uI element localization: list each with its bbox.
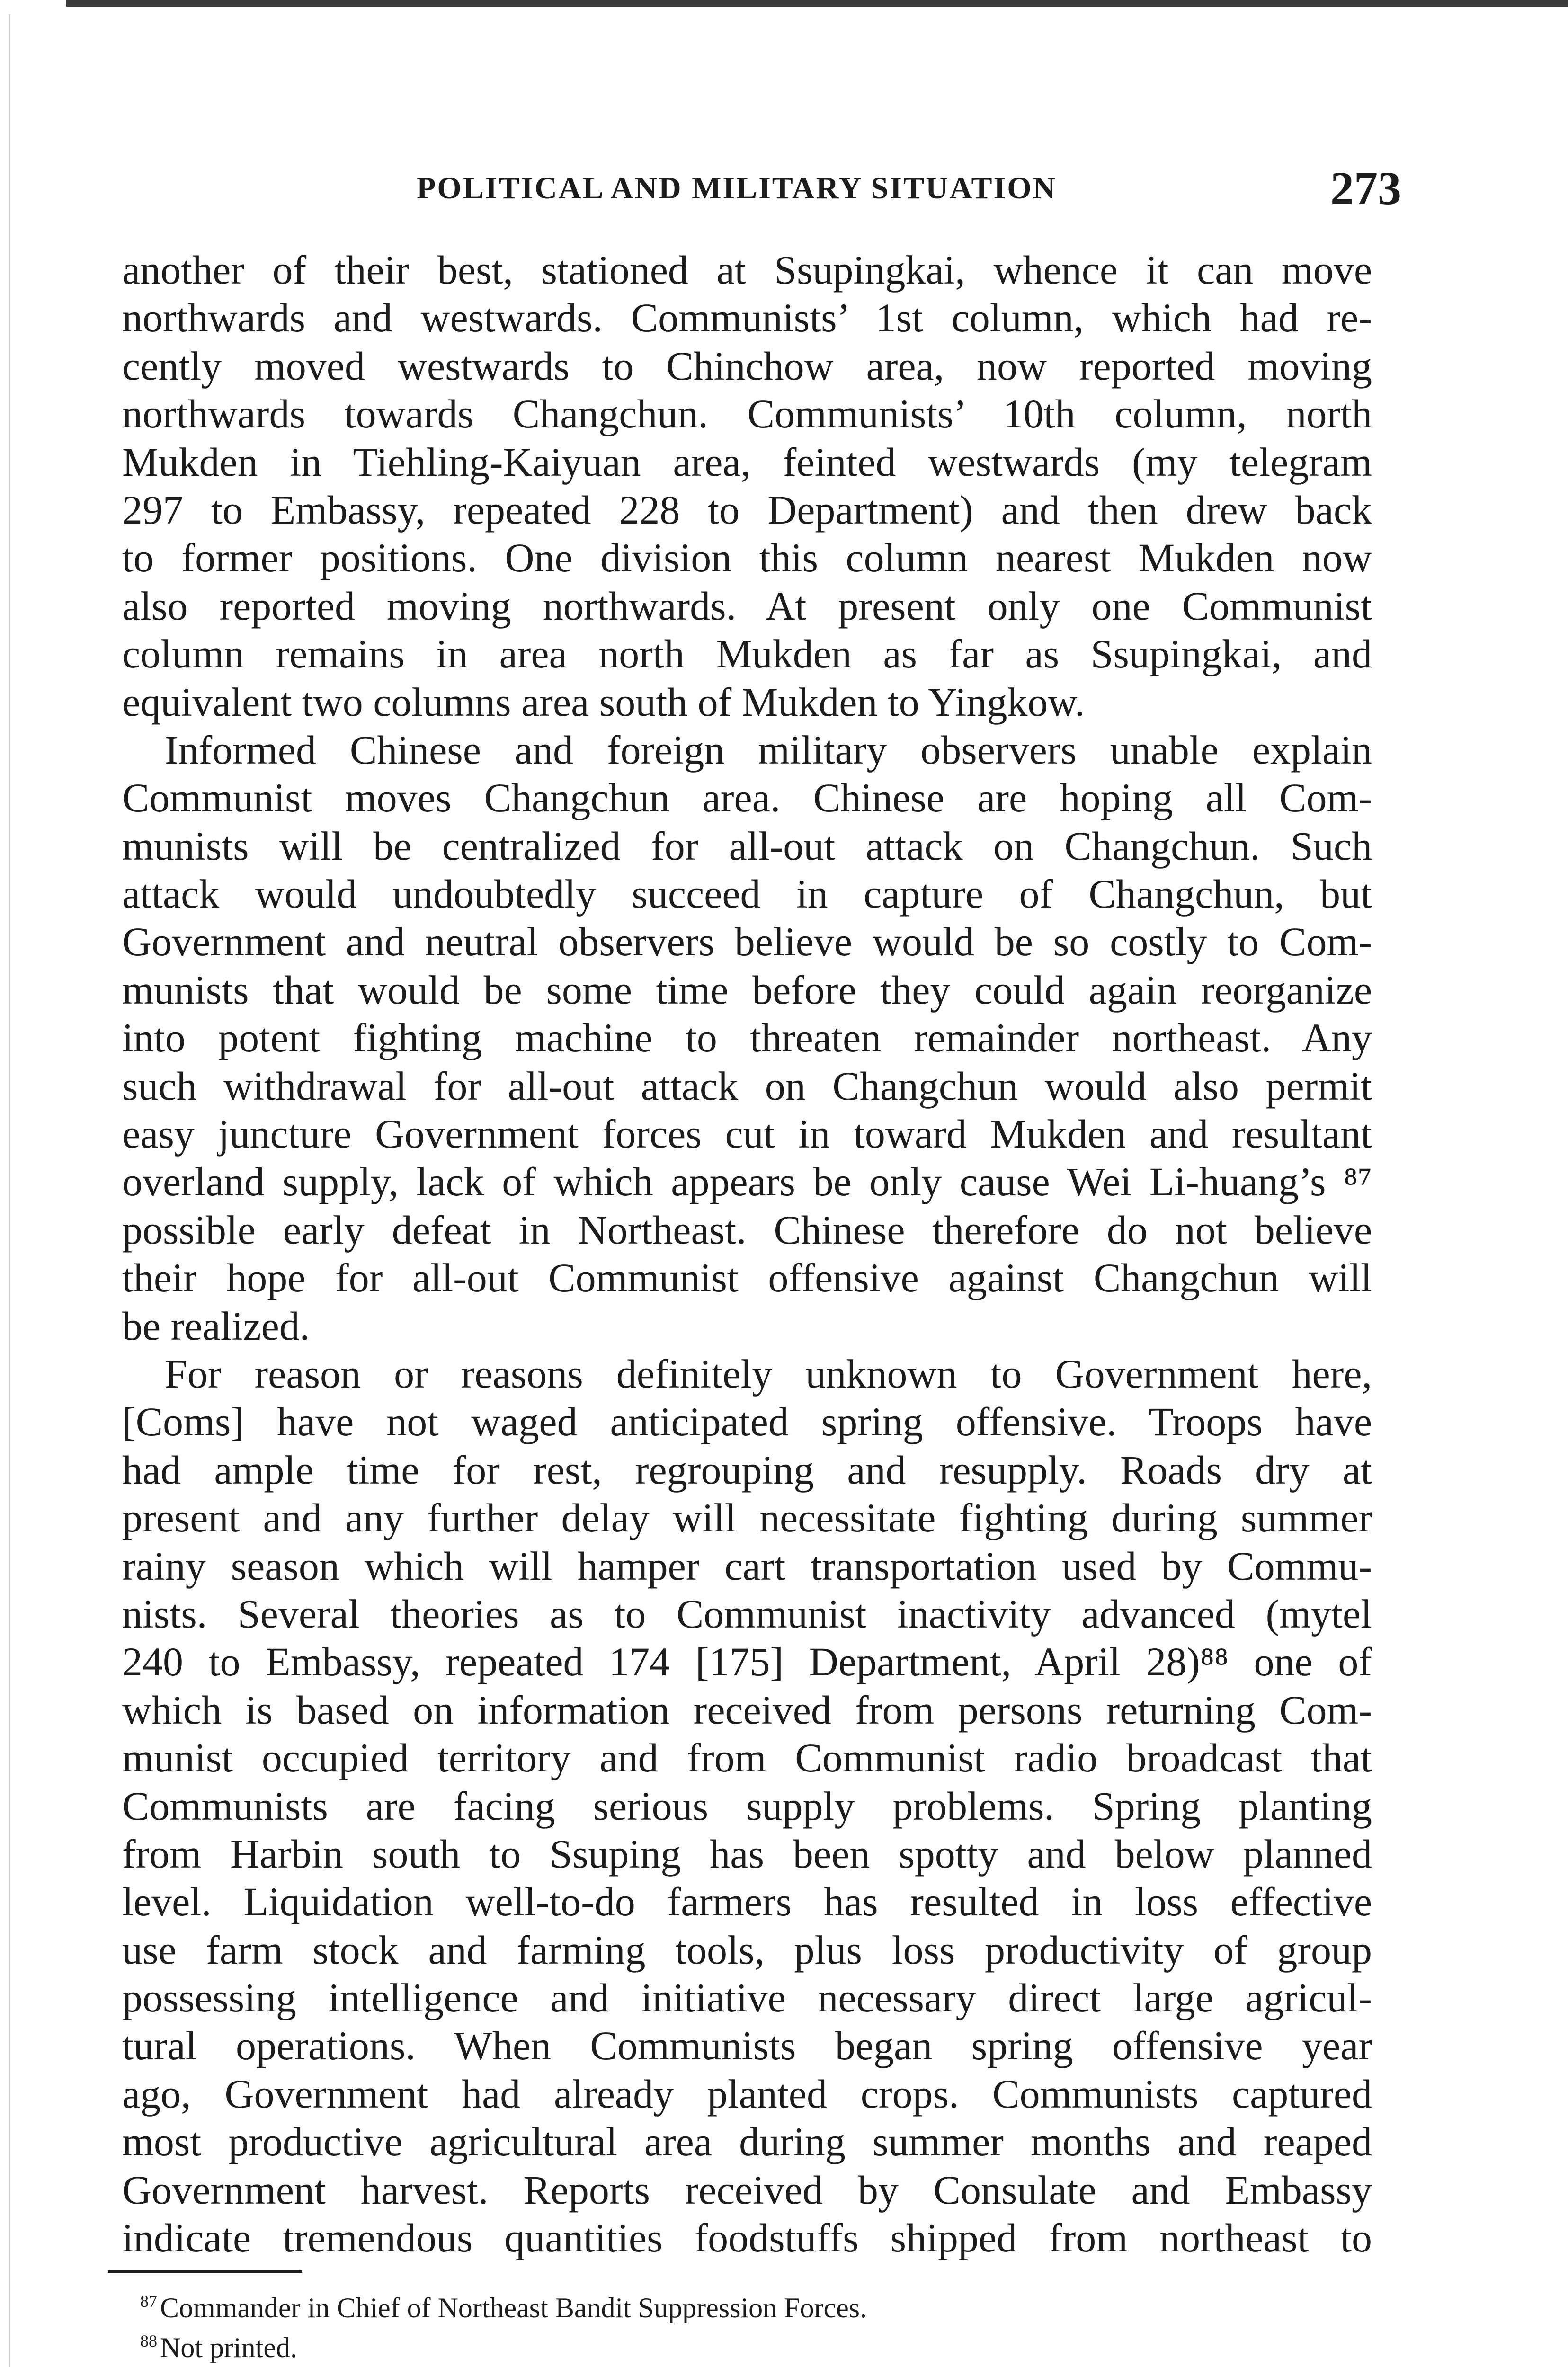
text-line: equivalent two columns area south of Mukden to Yingkow. xyxy=(122,679,1085,725)
text-line: possible early defeat in Northeast. Chinese therefore do not believe xyxy=(122,1207,1372,1253)
text-line: Informed Chinese and foreign military observers unable explain xyxy=(165,727,1372,773)
text-line: into potent fighting machine to threaten remainder northeast. Any xyxy=(122,1015,1372,1061)
text-line: from Harbin south to Ssuping has been spotty and below planned xyxy=(122,1831,1372,1877)
text-line: overland supply, lack of which appears be only cause Wei Li-huang’s ⁸⁷ xyxy=(122,1159,1372,1205)
text-line: 240 to Embassy, repeated 174 [175] Department, April 28)⁸⁸ one of xyxy=(122,1639,1372,1685)
footnote-mark: 88 xyxy=(140,2331,157,2350)
text-line: attack would undoubtedly succeed in capture of Changchun, but xyxy=(122,871,1372,917)
text-line: Government and neutral observers believe would be so costly to Com- xyxy=(122,919,1372,965)
footnote xyxy=(140,2324,1276,2364)
text-line: had ample time for rest, regrouping and resupply. Roads dry at xyxy=(122,1447,1372,1493)
text-line: munist occupied territory and from Communist radio broadcast that xyxy=(122,1735,1372,1781)
text-line: use farm stock and farming tools, plus loss productivity of group xyxy=(122,1927,1372,1973)
text-line: Communist moves Changchun area. Chinese are hoping all Com- xyxy=(122,775,1372,821)
footnote-divider xyxy=(108,2270,302,2273)
text-line: level. Liquidation well-to-do farmers has resulted in loss effective xyxy=(122,1879,1372,1925)
text-line: munists that would be some time before they could again reorganize xyxy=(122,967,1372,1013)
text-line: [Coms] have not waged anticipated spring offensive. Troops have xyxy=(122,1399,1372,1445)
text-line: column remains in area north Mukden as far as Ssupingkai, and xyxy=(122,631,1372,677)
page-number: 273 xyxy=(1330,162,1401,214)
text-line: rainy season which will hamper cart transportation used by Commu- xyxy=(122,1543,1372,1589)
text-line: Government harvest. Reports received by Consulate and Embassy xyxy=(122,2167,1372,2213)
text-line: be realized. xyxy=(122,1303,310,1349)
text-line: their hope for all-out Communist offensive against Changchun will xyxy=(122,1255,1372,1301)
text-line: easy juncture Government forces cut in toward Mukden and resultant xyxy=(122,1111,1372,1157)
text-line: cently moved westwards to Chinchow area, now reported moving xyxy=(122,343,1372,389)
page-edge-shadow xyxy=(9,14,10,2367)
text-line: most productive agricultural area during summer months and reaped xyxy=(122,2119,1372,2165)
text-line: Communists are facing serious supply problems. Spring planting xyxy=(122,1783,1372,1829)
text-line: For reason or reasons definitely unknown to Government here, xyxy=(165,1351,1372,1397)
text-line: another of their best, stationed at Ssupingkai, whence it can move xyxy=(122,247,1372,293)
text-line: also reported moving northwards. At present only one Communist xyxy=(122,583,1372,629)
footnote-text: Commander in Chief of Northeast Bandit Suppression Forces. xyxy=(160,2292,867,2323)
text-line: which is based on information received from persons returning Com- xyxy=(122,1687,1372,1733)
running-title: POLITICAL AND MILITARY SITUATION xyxy=(417,171,1057,205)
text-line: 297 to Embassy, repeated 228 to Department) and then drew back xyxy=(122,487,1372,533)
text-line: ago, Government had already planted crops. Communists captured xyxy=(122,2071,1372,2117)
text-line: northwards towards Changchun. Communists’ 10th column, north xyxy=(122,391,1372,437)
footnote-text: Not printed. xyxy=(160,2332,297,2363)
text-line: nists. Several theories as to Communist inactivity advanced (mytel xyxy=(122,1591,1372,1637)
text-line: Mukden in Tiehling-Kaiyuan area, feinted westwards (my telegram xyxy=(122,439,1372,485)
text-line: tural operations. When Communists began spring offensive year xyxy=(122,2023,1372,2069)
text-line: indicate tremendous quantities foodstuffs shipped from northeast to xyxy=(122,2215,1372,2261)
footnote xyxy=(140,2285,1276,2324)
top-border-rule xyxy=(66,0,1568,7)
footnote-mark: 87 xyxy=(140,2292,157,2311)
text-line: to former positions. One division this column nearest Mukden now xyxy=(122,535,1372,581)
body-text xyxy=(122,246,1372,2262)
text-line: present and any further delay will necessitate fighting during summer xyxy=(122,1495,1372,1541)
footnotes xyxy=(140,2285,1276,2364)
text-line: possessing intelligence and initiative necessary direct large agricul- xyxy=(122,1975,1372,2021)
running-header xyxy=(123,156,1401,218)
text-line: munists will be centralized for all-out attack on Changchun. Such xyxy=(122,823,1372,869)
text-line: such withdrawal for all-out attack on Changchun would also permit xyxy=(122,1063,1372,1109)
text-line: northwards and westwards. Communists’ 1st column, which had re- xyxy=(122,295,1372,341)
